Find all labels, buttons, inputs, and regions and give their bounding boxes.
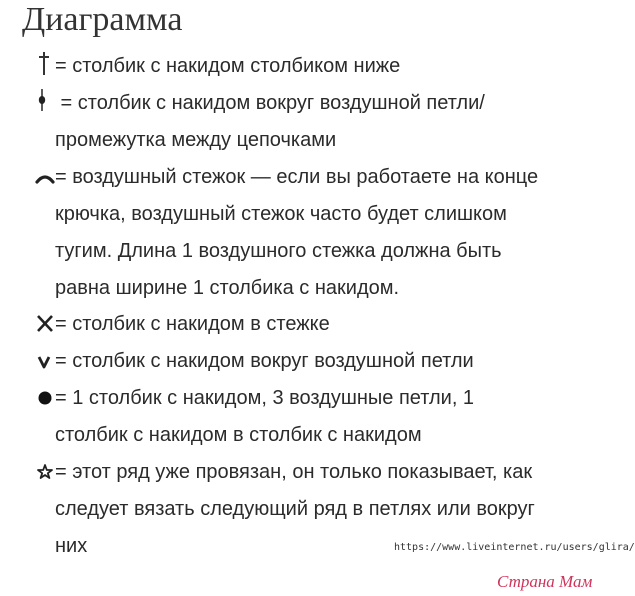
- legend-entry-cross-x: [36, 306, 596, 343]
- legend-line: = воздушный стежок — если вы работаете на конце: [36, 159, 596, 196]
- legend-line: = столбик с накидом вокруг воздушной петли/: [36, 85, 596, 122]
- legend-line: = столбик с накидом столбиком ниже: [36, 48, 596, 85]
- legend-line: = этот ряд уже провязан, он только показывает, как: [36, 454, 596, 491]
- legend-line: крючка, воздушный стежок часто будет слишком: [55, 203, 507, 225]
- star-icon: [36, 461, 54, 481]
- filled-dot-icon: [36, 387, 54, 407]
- legend-line: = 1 столбик с накидом, 3 воздушные петли, 1: [36, 380, 596, 417]
- v-stitch-icon: [36, 350, 54, 370]
- watermark-logo: Страна Мам: [497, 572, 593, 591]
- legend-entry-filled-dot: [36, 380, 596, 454]
- legend-line: следует вязать следующий ряд в петлях или вокруг: [55, 498, 535, 520]
- legend-entry-tall-cross: [36, 48, 596, 85]
- legend-entry-v-stitch: [36, 343, 596, 380]
- watermark-url: https://www.liveinternet.ru/users/glira/: [394, 542, 635, 553]
- chain-arc-icon: [36, 166, 54, 186]
- legend-line: равна ширине 1 столбика с накидом.: [55, 277, 400, 299]
- legend-line: них: [55, 535, 88, 557]
- tall-cross-icon: [36, 55, 54, 75]
- legend-line: = столбик с накидом вокруг воздушной петли: [36, 343, 596, 380]
- legend-line: = столбик с накидом в стежке: [36, 306, 596, 343]
- dotted-stitch-icon: [36, 92, 54, 112]
- legend-line: промежутка между цепочками: [55, 129, 337, 151]
- legend-entry-chain-arc: [36, 159, 596, 307]
- cross-x-icon: [36, 313, 54, 333]
- legend-line: тугим. Длина 1 воздушного стежка должна быть: [55, 240, 502, 262]
- legend-line: столбик с накидом в столбик с накидом: [55, 424, 422, 446]
- page-title: Диаграмма: [22, 1, 183, 38]
- legend-entry-dotted-stitch: [36, 85, 596, 159]
